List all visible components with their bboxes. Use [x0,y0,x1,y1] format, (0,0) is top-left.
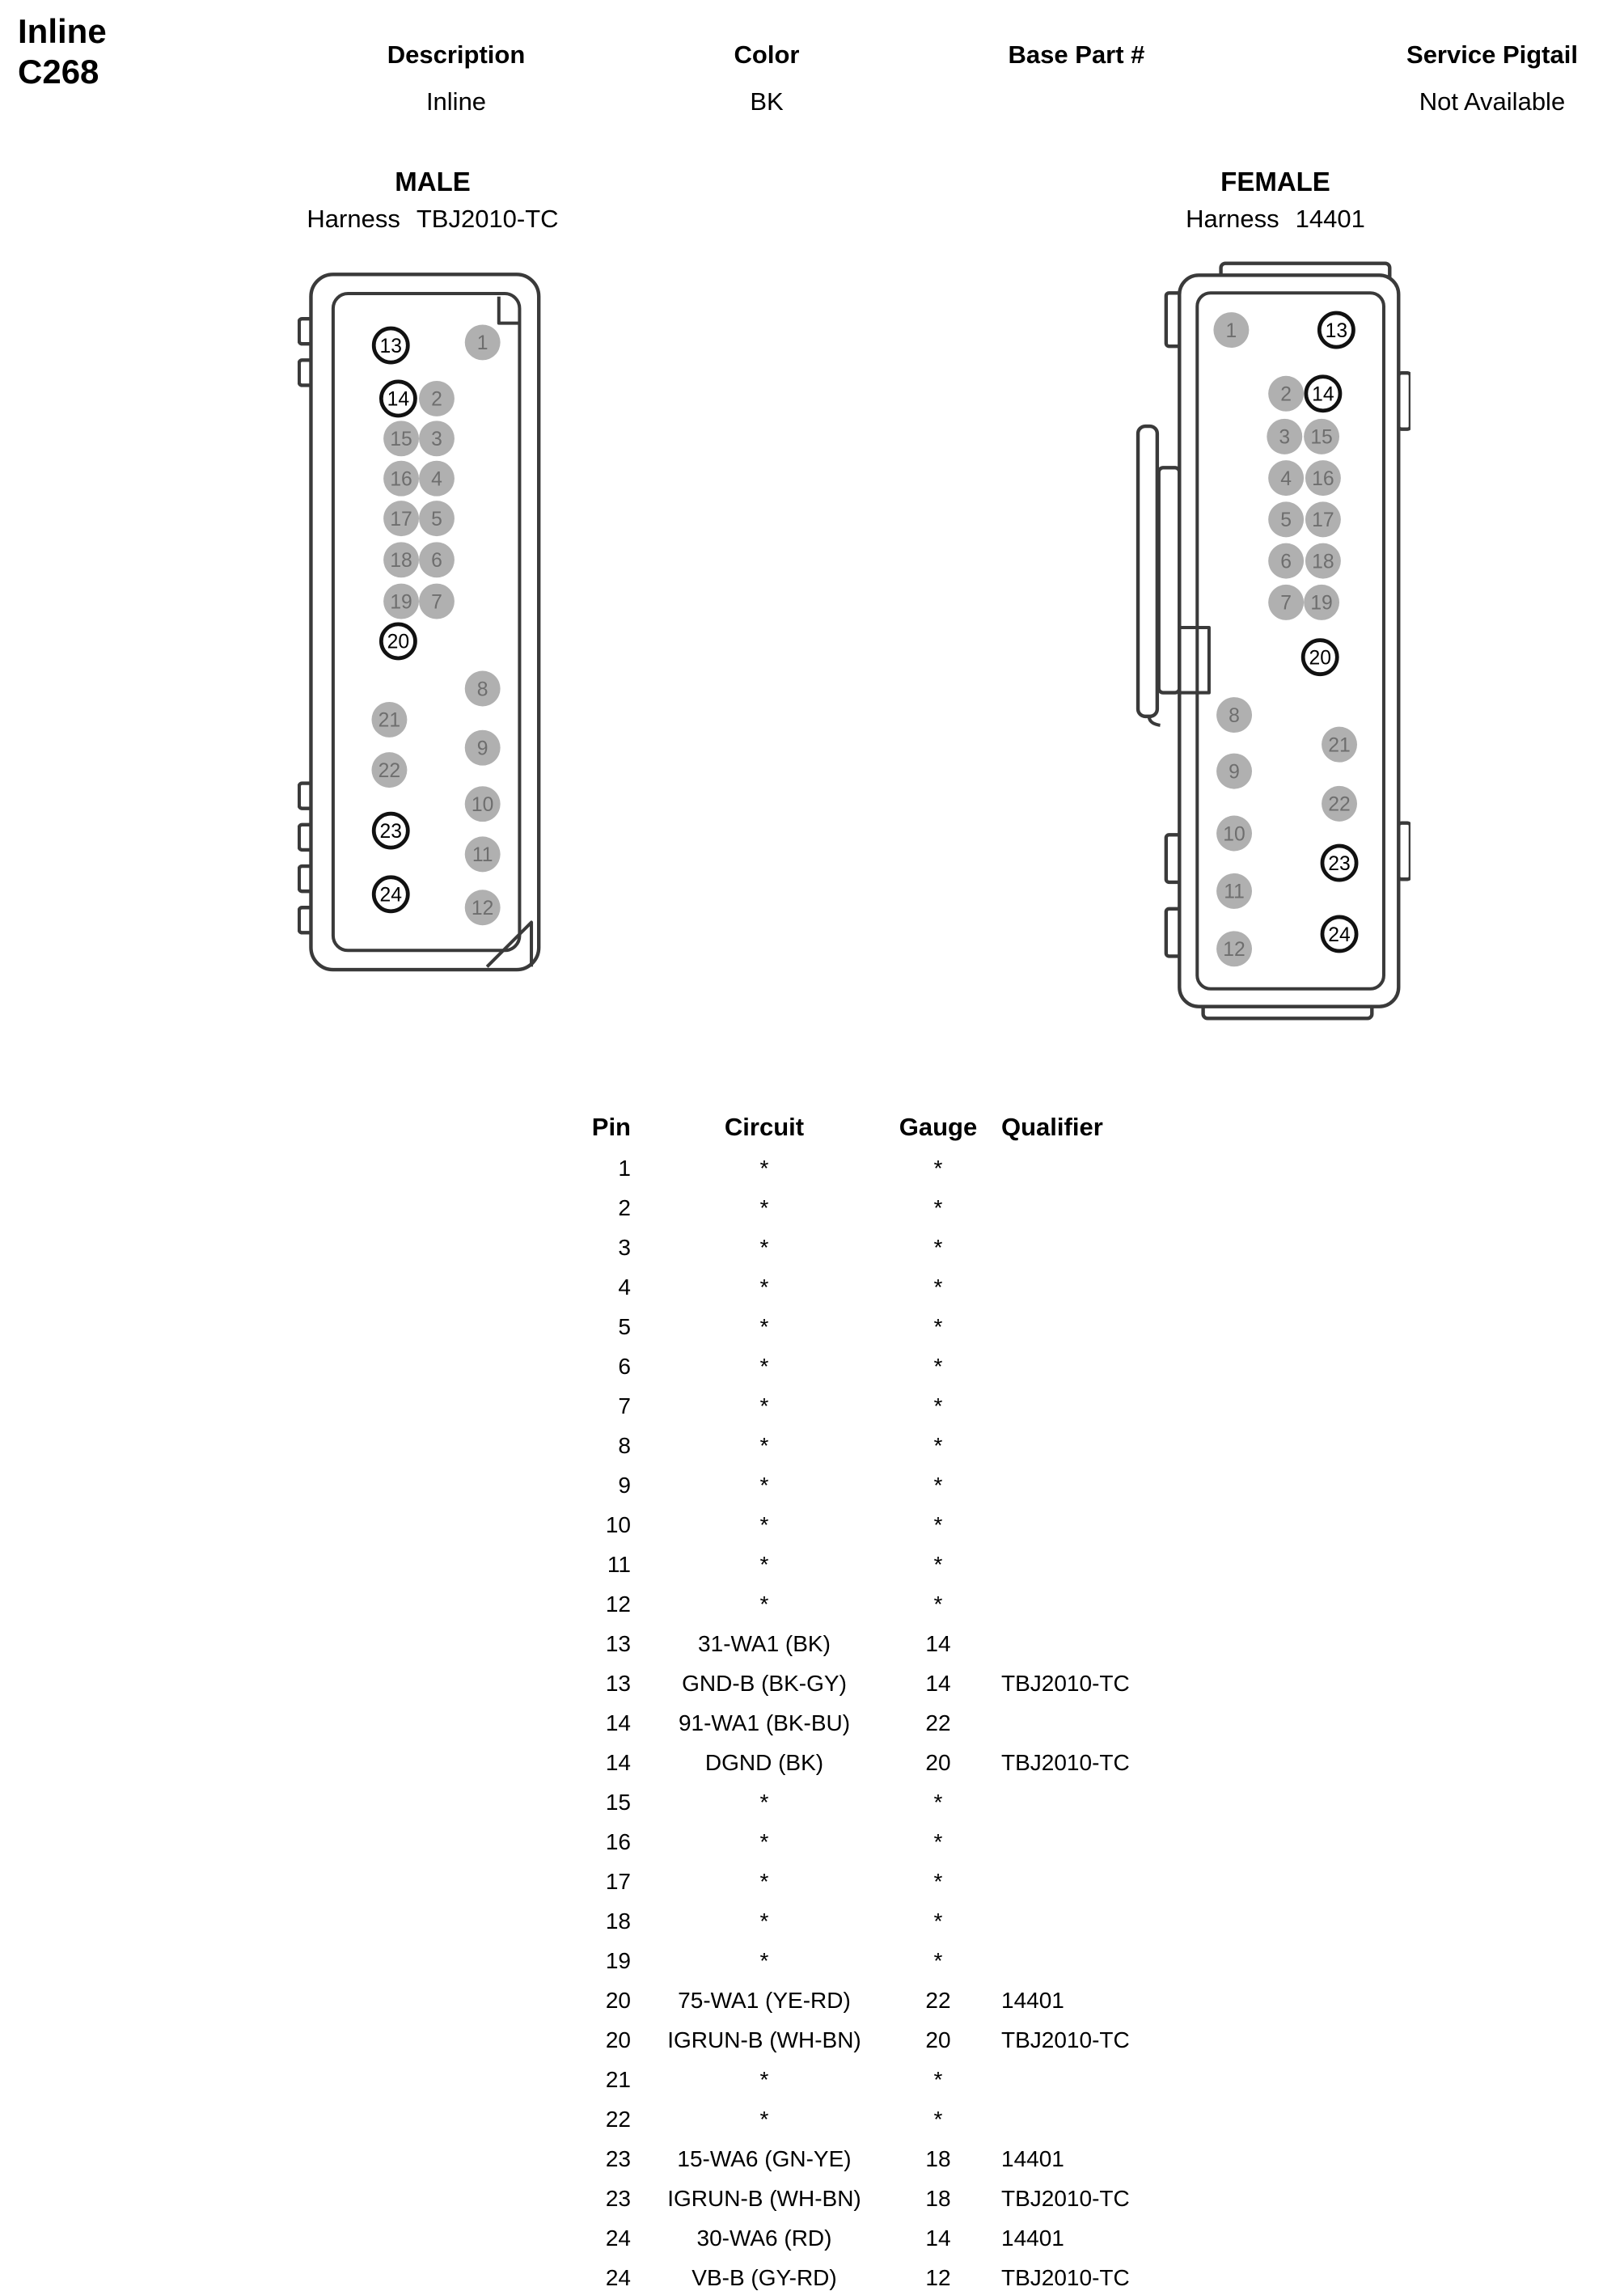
color-value: BK [750,87,784,116]
pin-number-male-14: 14 [387,388,410,411]
pin-table-row [558,2060,1254,2099]
pin-number-female-4: 4 [1280,467,1292,490]
pin-cell: 1 [618,1155,631,1181]
pin-cell: 22 [605,2106,631,2132]
gauge-cell: * [933,1472,943,1498]
pin-cell: 19 [605,1947,631,1973]
pin-number-female-24: 24 [1328,924,1351,946]
circuit-cell: * [759,2066,769,2092]
pin-table-row [558,1941,1254,1980]
pin-number-male-11: 11 [472,844,493,867]
pin-number-female-16: 16 [1312,467,1334,490]
gauge-cell: * [933,1828,943,1854]
pin-table-row [558,1465,1254,1505]
pin-number-female-19: 19 [1310,592,1333,615]
pin-cell: 24 [605,2264,631,2290]
gauge-cell: * [933,1511,943,1537]
circuit-cell: GND-B (BK-GY) [682,1670,847,1696]
pin-cell: 13 [605,1670,631,1696]
gauge-cell: 18 [925,2185,951,2211]
qualifier-cell: TBJ2010-TC [1001,2264,1130,2290]
pin-table-row [558,1545,1254,1584]
pin-number-female-6: 6 [1280,551,1292,573]
male-harness-id: TBJ2010-TC [416,205,559,233]
pin-table-row [558,1663,1254,1703]
pin-number-male-15: 15 [390,429,412,451]
gauge-cell: * [933,2106,943,2132]
pin-cell: 8 [618,1432,631,1458]
pin-table-header [558,1106,1254,1148]
pin-number-male-17: 17 [390,508,412,530]
pin-cell: 20 [605,1987,631,2013]
pin-table-row [558,1901,1254,1941]
circuit-cell: IGRUN-B (WH-BN) [667,2185,861,2211]
pin-table-row [558,1346,1254,1386]
female-harness-id: 14401 [1295,205,1365,233]
gauge-cell: * [933,2066,943,2092]
circuit-cell: IGRUN-B (WH-BN) [667,2027,861,2052]
circuit-cell: 91-WA1 (BK-BU) [678,1710,851,1735]
gauge-column-header: Gauge [899,1113,978,1141]
pin-cell: 11 [607,1551,631,1577]
circuit-cell: * [759,1789,769,1815]
circuit-cell: * [759,2106,769,2132]
service-pigtail-column-label: Service Pigtail [1406,40,1578,69]
pin-cell: 6 [618,1353,631,1379]
pin-number-female-5: 5 [1280,509,1292,532]
pin-cell: 18 [605,1908,631,1934]
pin-cell: 23 [605,2185,631,2211]
pin-number-male-7: 7 [431,591,442,614]
base-part-column-label: Base Part # [1008,40,1145,69]
pin-table-row [558,1980,1254,2020]
gauge-cell: 14 [925,1630,951,1656]
circuit-cell: 15-WA6 (GN-YE) [677,2145,852,2171]
pin-cell: 14 [605,1749,631,1775]
pin-cell: 12 [605,1591,631,1617]
description-column-label: Description [387,40,526,69]
gauge-cell: 14 [925,2225,951,2251]
pin-table-row [558,1822,1254,1862]
pin-table-row [558,1426,1254,1465]
pin-cell: 20 [605,2027,631,2052]
circuit-cell: * [759,1591,769,1617]
gauge-cell: 20 [925,2027,951,2052]
pin-number-female-14: 14 [1312,383,1334,406]
qualifier-cell: 14401 [1001,1987,1064,2013]
gauge-cell: * [933,1551,943,1577]
description-value: Inline [425,87,487,116]
pin-number-male-21: 21 [378,709,401,732]
circuit-column-header: Circuit [724,1113,805,1141]
pin-table-row [558,2020,1254,2060]
qualifier-cell: TBJ2010-TC [1001,2185,1130,2211]
female-gender-label: FEMALE [1220,167,1330,197]
gauge-cell: * [933,1789,943,1815]
circuit-cell: VB-B (GY-RD) [691,2264,837,2290]
gauge-cell: 22 [925,1987,951,2013]
circuit-cell: 30-WA6 (RD) [696,2225,832,2251]
female-harness-line [1073,205,1478,234]
pin-table-row [558,1505,1254,1545]
qualifier-column-header: Qualifier [1001,1113,1103,1141]
color-column-label: Color [734,40,800,69]
pin-number-female-15: 15 [1310,426,1333,449]
male-harness-line [230,205,635,234]
circuit-cell: DGND (BK) [704,1749,824,1775]
pin-table-row [558,1782,1254,1822]
circuit-cell: * [759,1155,769,1181]
connector-id-title: C268 [18,53,99,91]
female-connector-outline [1138,264,1410,1019]
pin-number-male-23: 23 [379,820,402,843]
pin-number-female-1: 1 [1225,319,1237,342]
pin-table-row [558,1188,1254,1228]
pin-number-female-2: 2 [1280,383,1292,406]
pin-cell: 7 [618,1393,631,1418]
pin-cell: 16 [605,1828,631,1854]
pin-number-male-4: 4 [431,468,442,491]
gauge-cell: * [933,1868,943,1894]
circuit-cell: * [759,1551,769,1577]
pin-table-row [558,1307,1254,1346]
pin-number-female-11: 11 [1224,881,1245,903]
pin-table-row [558,1228,1254,1267]
connector-id-block [18,11,107,92]
qualifier-cell: TBJ2010-TC [1001,2027,1130,2052]
pin-table-body [558,1148,1254,2291]
pin-cell: 21 [605,2066,631,2092]
circuit-cell: * [759,1234,769,1260]
pin-cell: 2 [618,1194,631,1220]
circuit-cell: * [759,1908,769,1934]
male-harness-word: Harness [307,205,400,233]
pin-table-row [558,1584,1254,1624]
gauge-cell: 12 [925,2264,951,2290]
pin-number-male-13: 13 [379,335,402,357]
gauge-cell: 14 [925,1670,951,1696]
gauge-cell: * [933,1194,943,1220]
pin-table-row [558,1703,1254,1743]
service-pigtail-value: Not Available [1419,87,1566,116]
pin-cell: 17 [605,1868,631,1894]
pin-number-female-20: 20 [1309,647,1331,670]
gauge-cell: * [933,1947,943,1973]
connector-type-title: Inline [18,12,107,50]
pin-table-row [558,2218,1254,2258]
pin-number-male-3: 3 [431,429,442,451]
circuit-cell: * [759,1393,769,1418]
gauge-cell: 22 [925,1710,951,1735]
circuit-cell: 75-WA1 (YE-RD) [678,1987,851,2013]
circuit-cell: * [759,1868,769,1894]
pin-number-male-5: 5 [431,508,442,530]
pin-cell: 14 [605,1710,631,1735]
male-connector-diagram [298,265,549,982]
pin-table-row [558,2179,1254,2218]
circuit-cell: * [759,1472,769,1498]
pin-cell: 10 [605,1511,631,1537]
pin-number-male-6: 6 [431,550,442,573]
pin-table-row [558,1267,1254,1307]
gauge-cell: * [933,1591,943,1617]
pin-table-row [558,1148,1254,1188]
pin-number-male-12: 12 [471,898,494,920]
circuit-cell: * [759,1828,769,1854]
pin-number-female-17: 17 [1312,509,1334,532]
qualifier-cell: 14401 [1001,2145,1064,2171]
gauge-cell: * [933,1432,943,1458]
pin-number-male-16: 16 [390,468,412,491]
pin-number-male-9: 9 [476,738,488,760]
pin-table-row [558,2139,1254,2179]
circuit-cell: * [759,1947,769,1973]
circuit-cell: * [759,1194,769,1220]
pin-table-row [558,2099,1254,2139]
pin-cell: 15 [605,1789,631,1815]
circuit-cell: * [759,1274,769,1300]
pin-column-header: Pin [591,1113,631,1141]
male-connector-title [230,166,635,234]
pin-cell: 4 [618,1274,631,1300]
pin-number-female-18: 18 [1312,551,1334,573]
pin-number-male-24: 24 [379,884,402,907]
gauge-cell: * [933,1393,943,1418]
male-gender-label: MALE [395,167,471,197]
circuit-cell: 31-WA1 (BK) [698,1630,831,1656]
pin-number-male-18: 18 [390,550,412,573]
pin-cell: 5 [618,1313,631,1339]
pin-number-male-20: 20 [387,631,410,653]
qualifier-cell: TBJ2010-TC [1001,1670,1130,1696]
pin-table-row [558,1624,1254,1663]
gauge-cell: * [933,1234,943,1260]
pin-number-female-12: 12 [1223,939,1245,962]
gauge-cell: * [933,1155,943,1181]
gauge-cell: 18 [925,2145,951,2171]
pin-table-row [558,1862,1254,1901]
pin-number-female-23: 23 [1328,852,1351,875]
qualifier-cell: TBJ2010-TC [1001,1749,1130,1775]
pin-table-row [558,2258,1254,2291]
female-harness-word: Harness [1186,205,1279,233]
pin-number-female-7: 7 [1280,592,1292,615]
pin-number-male-10: 10 [471,793,494,816]
pin-number-male-8: 8 [476,678,488,701]
pin-number-female-13: 13 [1325,319,1348,342]
gauge-cell: 20 [925,1749,951,1775]
pin-cell: 24 [605,2225,631,2251]
gauge-cell: * [933,1908,943,1934]
pin-cell: 13 [605,1630,631,1656]
circuit-cell: * [759,1353,769,1379]
qualifier-cell: 14401 [1001,2225,1064,2251]
female-connector-diagram [1120,260,1410,1021]
pin-number-female-22: 22 [1328,793,1351,816]
pin-table-row [558,1386,1254,1426]
pin-number-female-3: 3 [1279,426,1291,449]
circuit-cell: * [759,1511,769,1537]
pin-cell: 3 [618,1234,631,1260]
pin-number-male-22: 22 [378,759,401,782]
gauge-cell: * [933,1313,943,1339]
pin-number-female-21: 21 [1328,734,1351,757]
circuit-cell: * [759,1432,769,1458]
pin-cell: 23 [605,2145,631,2171]
pin-table-row [558,1743,1254,1782]
circuit-cell: * [759,1313,769,1339]
female-connector-title [1073,166,1478,234]
pin-table [558,1106,1254,2291]
pin-number-female-9: 9 [1229,761,1240,784]
pin-cell: 9 [618,1472,631,1498]
pin-number-male-1: 1 [476,332,488,355]
gauge-cell: * [933,1274,943,1300]
pin-number-male-2: 2 [431,388,442,411]
male-connector-outline [299,274,539,970]
pin-number-female-8: 8 [1229,704,1240,727]
pin-number-male-19: 19 [390,591,412,614]
gauge-cell: * [933,1353,943,1379]
pin-number-female-10: 10 [1223,823,1245,846]
